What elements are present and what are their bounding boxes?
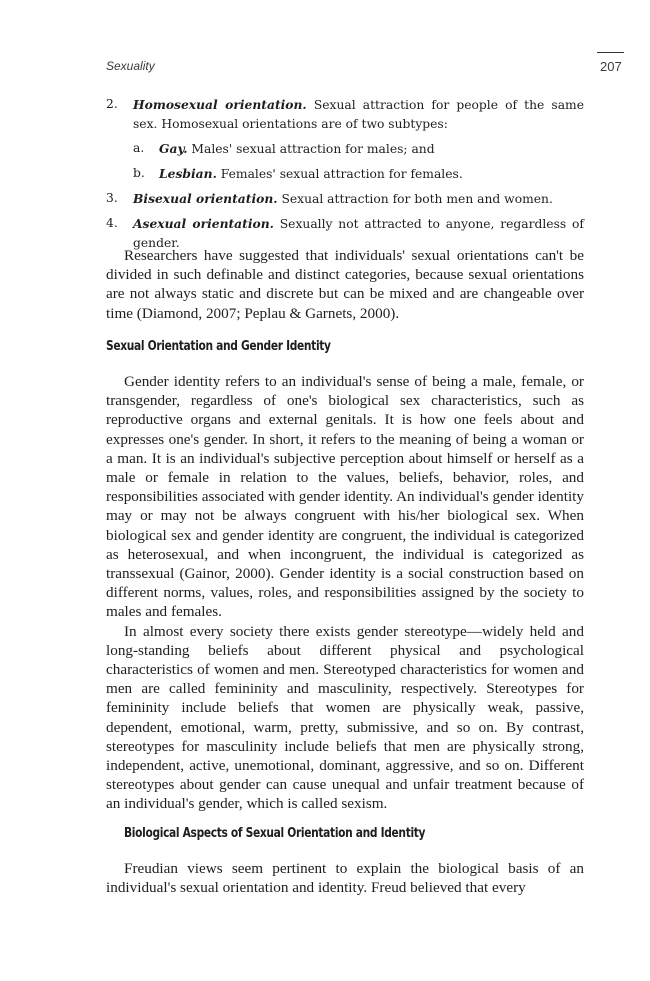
list-item (106, 95, 584, 134)
page-number: 207 (600, 59, 622, 74)
sub-list (133, 139, 584, 184)
sub-list-item (133, 139, 584, 159)
page-number-rule (597, 52, 624, 53)
paragraph-text: Researchers have suggested that individuals' sexual orientations can't be divided in such definable and distinct categories, because sexual orientations are not always static and discrete but can be mixed and are changeable over time (Diamond, 2007; Peplau & Garnets, 2000). (106, 247, 584, 322)
paragraph (106, 859, 584, 897)
list-item-text: Sexually not attracted to anyone, regardless of gender. (133, 217, 584, 250)
list-item-term: Homosexual orientation. (133, 97, 307, 112)
sub-list-item-term: Lesbian. (159, 166, 217, 181)
orientation-list (106, 95, 584, 253)
list-item-term: Asexual orientation. (133, 216, 274, 231)
list-item-term: Bisexual orientation. (133, 191, 278, 206)
list-item-text: Sexual attraction for people of the same sex. Homosexual orientations are of two subtypes: (133, 98, 584, 131)
list-item-text: Sexual attraction for both men and women. (277, 192, 553, 206)
list-item-number: 3. (106, 191, 118, 205)
paragraph-text: In almost every society there exists gender stereotype—widely held and long-standing beliefs about different physical and psychological characteristics of women and men. Stereotyped characteristics for women and men are called femininity and masculinity, respectively. Stereotypes for femininity include beliefs that women are physically weak, passive, dependent, emotional, warm, pretty, submissive, and so on. By contrast, stereotypes for masculinity include beliefs that men are physically strong, independent, active, unemotional, dominant, aggressive, and so on. Different stereotypes about gender can cause unequal and unfair treatment because of an individual's gender, which is called sexism. (106, 622, 584, 813)
running-head: Sexuality (106, 59, 155, 73)
paragraph-text: Freudian views seem pertinent to explain the biological basis of an individual's sexual orientation and identity. Freud believed that every (106, 860, 584, 897)
paragraph-group (106, 372, 584, 814)
sub-list-item-letter: b. (133, 166, 145, 180)
sub-list-item-letter: a. (133, 141, 145, 155)
paragraph-text: Gender identity refers to an individual's sense of being a male, female, or transgender, regardless of one's biological sex characteristics, such as reproductive organs and external genitals. It is how one feels about and expresses one's gender. In short, it refers to the meaning of being a woman or a man. It is an individual's subjective perception about himself or herself as a male or female in relation to the values, beliefs, behavior, roles, and responsibilities associated with gender identity. An individual's gender identity may or may not be always congruent with his/her biological sex. When biological sex and gender identity are congruent, the individual is categorized as heterosexual, and when incongruent, the individual is categorized as transsexual (Gainor, 2000). Gender identity is a social construction based on different norms, values, roles, and responsibilities assigned by the society to males and females. (106, 373, 584, 621)
section-heading: Sexual Orientation and Gender Identity (106, 339, 331, 354)
list-item-number: 4. (106, 216, 118, 230)
list-item (106, 189, 584, 209)
sub-list-item-term: Gay. (159, 141, 188, 156)
list-item-number: 2. (106, 97, 118, 111)
sub-list-item-text: Females' sexual attraction for females. (216, 167, 463, 181)
paragraph (106, 246, 584, 323)
subsection-heading: Biological Aspects of Sexual Orientation and Identity (124, 826, 426, 841)
sub-list-item-text: Males' sexual attraction for males; and (187, 142, 435, 156)
sub-list-item (133, 164, 584, 184)
